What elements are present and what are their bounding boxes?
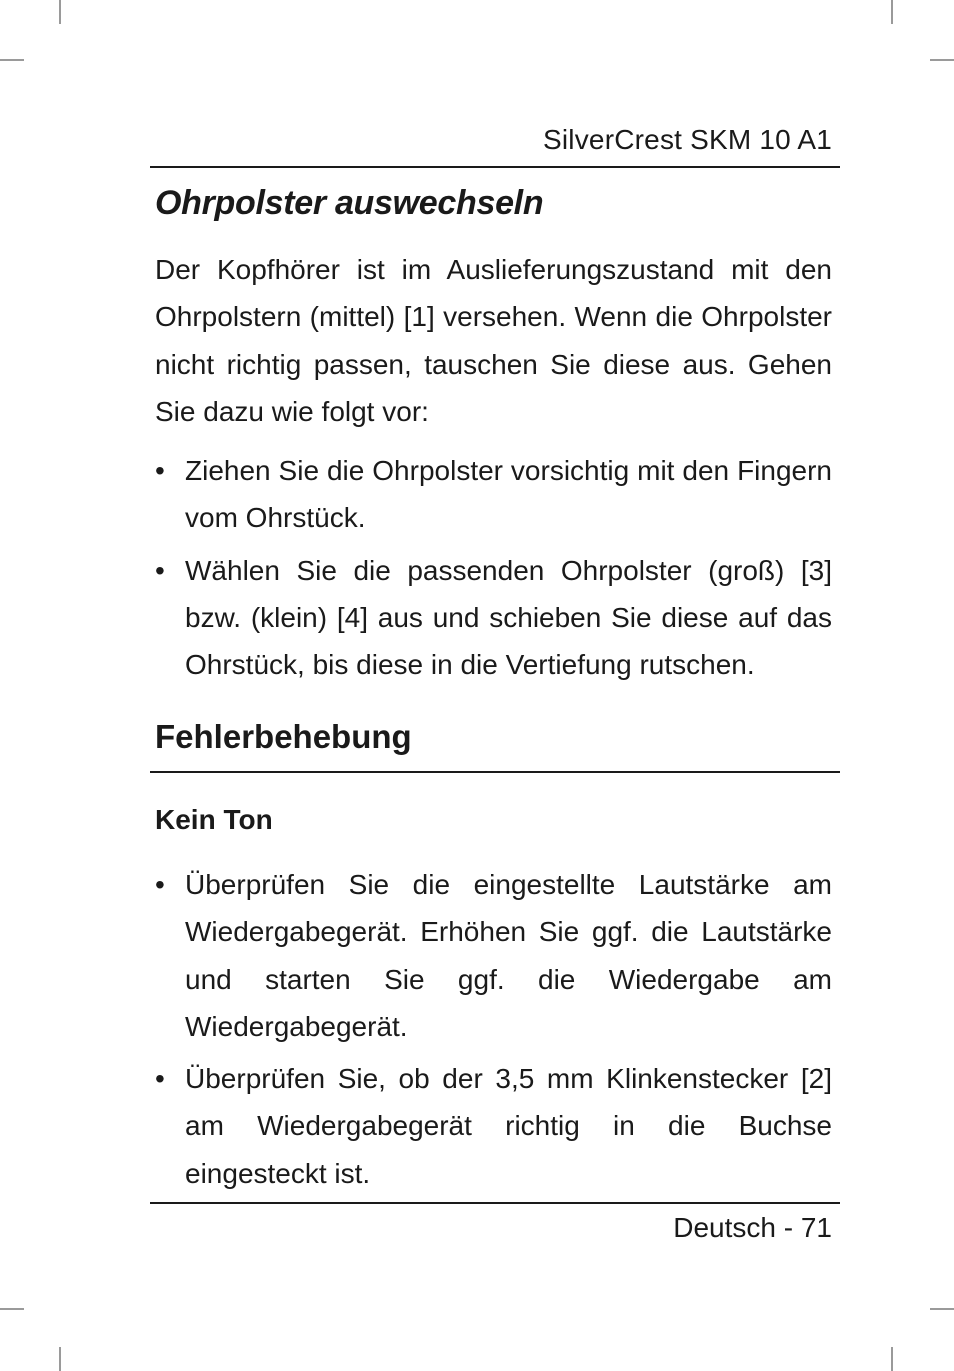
header-rule (150, 166, 840, 168)
crop-mark-bottom-left (59, 1347, 61, 1371)
footer-rule (150, 1202, 840, 1204)
section-rule (150, 771, 840, 773)
bullet-icon: • (155, 1063, 165, 1095)
list-item-text: Überprüfen Sie die eingestellte Lautstärke am Wiedergabegerät. Erhöhen Sie ggf. die Lautstärke und starten Sie ggf. die Wiedergabe am Wiedergabegerät. (185, 869, 832, 1042)
subheading-kein-ton: Kein Ton (155, 804, 273, 835)
crop-mark-bottom-right (930, 1308, 954, 1310)
bullet-icon: • (155, 869, 165, 900)
crop-mark-top-left (59, 0, 61, 24)
intro-paragraph: Der Kopfhörer ist im Auslieferungszustand mit den Ohrpolstern (mittel) [1] versehen. Wenn die Ohrpolster nicht richtig passen, tauschen Sie diese aus. Gehen Sie dazu wie folgt vor: (155, 254, 832, 427)
header-title: SilverCrest SKM 10 A1 (543, 124, 832, 155)
list-item-text: Überprüfen Sie, ob der 3,5 mm Klinkenstecker [2] am Wiedergabegerät richtig in die Buchse eingesteckt ist. (185, 1063, 832, 1189)
crop-mark-top-right (930, 59, 954, 61)
bullet-icon: • (155, 455, 165, 486)
list-item (155, 547, 832, 689)
list-item (155, 1055, 832, 1197)
bullet-icon: • (155, 554, 165, 586)
list-item-text: Ziehen Sie die Ohrpolster vorsichtig mit den Fingern vom Ohrstück. (185, 455, 832, 534)
section-heading-ohrpolster: Ohrpolster auswechseln (155, 184, 544, 222)
list-item-text: Wählen Sie die passenden Ohrpolster (groß) [3] bzw. (klein) [4] aus und schieben Sie diese auf das Ohrstück, bis diese in die Vertiefung rutschen. (185, 554, 832, 681)
crop-mark-top-left (0, 59, 24, 61)
page-number: Deutsch - 71 (673, 1212, 832, 1243)
section-heading-fehlerbehebung: Fehlerbehebung (155, 718, 412, 755)
crop-mark-bottom-right (891, 1347, 893, 1371)
crop-mark-bottom-left (0, 1308, 24, 1310)
list-item (155, 861, 832, 1050)
list-item (155, 447, 832, 542)
kein-ton-list (155, 861, 832, 1197)
crop-mark-top-right (891, 0, 893, 24)
ohrpolster-steps-list (155, 447, 832, 688)
